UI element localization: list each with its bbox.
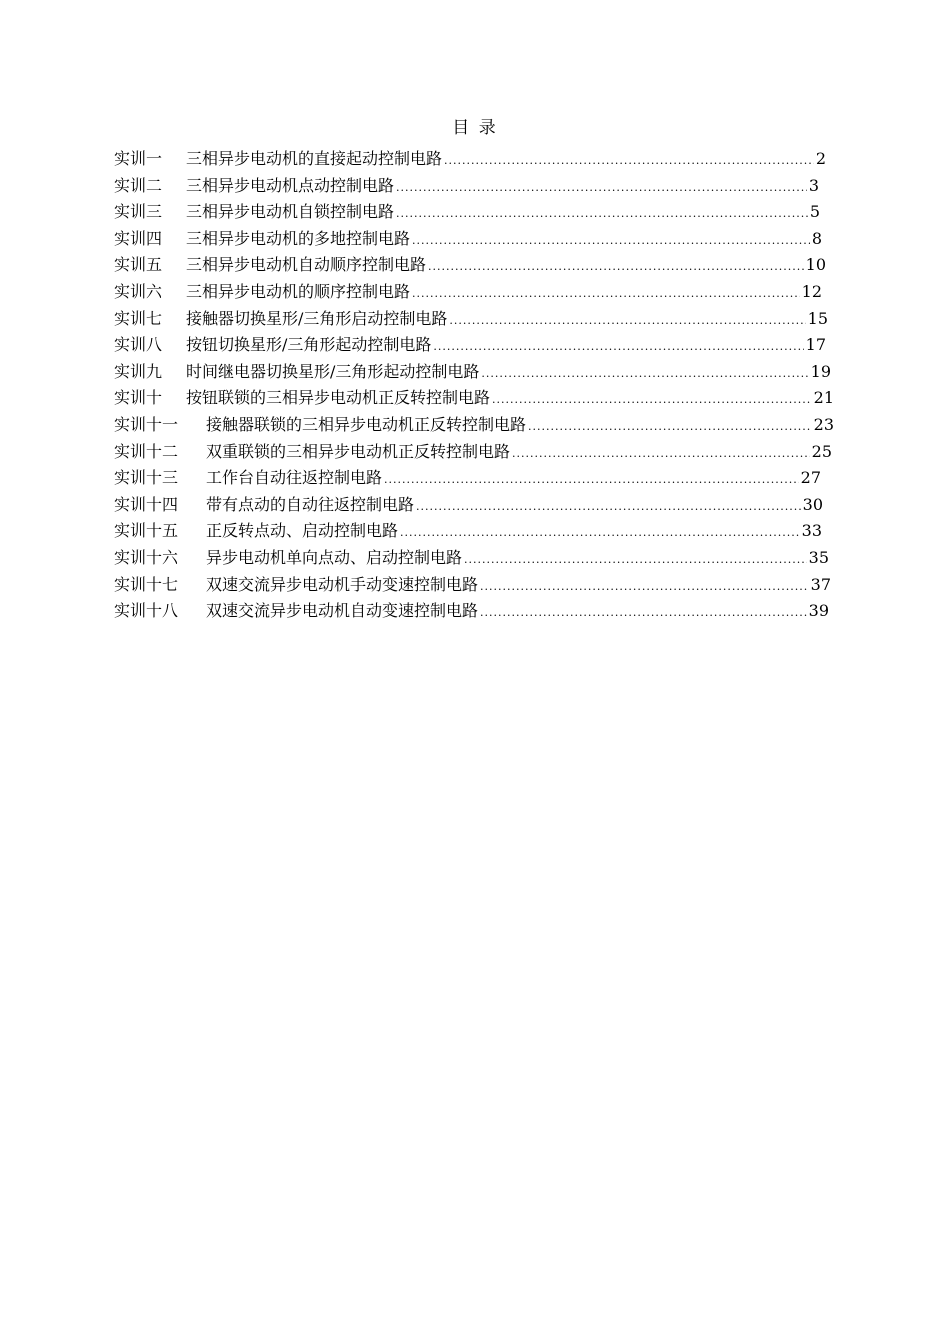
toc-entry-number: 实训十八 bbox=[114, 601, 179, 621]
toc-entry-title: 接触器切换星形/三角形启动控制电路 bbox=[186, 308, 448, 328]
toc-entry-page: 19 bbox=[810, 361, 831, 381]
toc-entry-title: 三相异步电动机自锁控制电路 bbox=[186, 202, 395, 222]
toc-entry-title: 三相异步电动机点动控制电路 bbox=[186, 175, 395, 195]
toc-entry[interactable] bbox=[114, 412, 834, 439]
toc-entry[interactable] bbox=[114, 385, 834, 412]
toc-dot-leader bbox=[433, 334, 803, 361]
toc-entry-number: 实训十一 bbox=[114, 414, 179, 434]
toc-entry-page: 17 bbox=[805, 335, 826, 355]
toc-dot-leader bbox=[481, 361, 808, 388]
toc-dot-leader bbox=[428, 254, 804, 281]
toc-entry[interactable] bbox=[114, 572, 831, 599]
toc-entry-title: 三相异步电动机的多地控制电路 bbox=[186, 228, 411, 248]
toc-entry-number: 实训六 bbox=[114, 281, 163, 301]
toc-dot-leader bbox=[512, 441, 810, 468]
toc-entry-page: 2 bbox=[815, 149, 826, 168]
toc-entry[interactable] bbox=[114, 598, 829, 625]
toc-entry-title: 三相异步电动机的直接起动控制电路 bbox=[186, 149, 443, 168]
toc-entry[interactable] bbox=[114, 226, 822, 253]
toc-entry-page: 8 bbox=[811, 228, 822, 248]
toc-entry-number: 实训十七 bbox=[114, 574, 179, 594]
toc-entry-number: 实训七 bbox=[114, 308, 163, 328]
toc-entry-page: 35 bbox=[808, 547, 829, 567]
toc-entry-title: 异步电动机单向点动、启动控制电路 bbox=[206, 547, 463, 567]
toc-entry-title: 接触器联锁的三相异步电动机正反转控制电路 bbox=[206, 414, 527, 434]
toc-entry-number: 实训五 bbox=[114, 255, 163, 275]
toc-entry-number: 实训十二 bbox=[114, 441, 179, 461]
toc-entry-title: 双重联锁的三相异步电动机正反转控制电路 bbox=[206, 441, 511, 461]
toc-entry-number: 实训十四 bbox=[114, 494, 179, 514]
toc-entry[interactable] bbox=[114, 545, 829, 572]
toc-dot-leader bbox=[412, 281, 800, 308]
toc-dot-leader bbox=[528, 414, 812, 441]
toc-entry[interactable] bbox=[114, 252, 826, 279]
toc-entry[interactable] bbox=[114, 465, 821, 492]
toc-entry[interactable] bbox=[114, 173, 819, 200]
toc-entry-title: 按钮联锁的三相异步电动机正反转控制电路 bbox=[186, 388, 491, 408]
toc-entry-page: 10 bbox=[805, 255, 826, 275]
toc-entry-title: 时间继电器切换星形/三角形起动控制电路 bbox=[186, 361, 480, 381]
toc-entry-number: 实训八 bbox=[114, 335, 163, 355]
toc-dot-leader bbox=[464, 547, 807, 574]
toc-dot-leader bbox=[444, 148, 814, 175]
toc-entry-number: 实训十五 bbox=[114, 521, 179, 541]
toc-entry-page: 3 bbox=[808, 175, 819, 195]
toc-entry[interactable] bbox=[114, 146, 826, 173]
toc-dot-leader bbox=[449, 308, 805, 335]
toc-entry-title: 三相异步电动机自动顺序控制电路 bbox=[186, 255, 427, 275]
toc-entry[interactable] bbox=[114, 306, 828, 333]
toc-entry[interactable] bbox=[114, 492, 823, 519]
toc-title: 目 录 bbox=[452, 118, 498, 138]
toc-entry-page: 5 bbox=[809, 202, 820, 222]
toc-entry[interactable] bbox=[114, 359, 831, 386]
toc-entry-page: 12 bbox=[801, 281, 822, 301]
toc-entry-number: 实训十六 bbox=[114, 547, 179, 567]
toc-entry[interactable] bbox=[114, 332, 826, 359]
toc-entry[interactable] bbox=[114, 439, 832, 466]
toc-entry-title: 工作台自动往返控制电路 bbox=[206, 468, 383, 488]
toc-entry-number: 实训三 bbox=[114, 202, 163, 222]
toc-entry-number: 实训九 bbox=[114, 361, 163, 381]
toc-entry-title: 带有点动的自动往返控制电路 bbox=[206, 494, 415, 514]
toc-entry-number: 实训十三 bbox=[114, 468, 179, 488]
toc-dot-leader bbox=[396, 201, 808, 228]
toc-dot-leader bbox=[480, 574, 809, 601]
toc-entry[interactable] bbox=[114, 199, 820, 226]
toc-entry-page: 27 bbox=[800, 468, 821, 488]
toc-entry-page: 25 bbox=[811, 441, 832, 461]
toc-entry-title: 三相异步电动机的顺序控制电路 bbox=[186, 281, 411, 301]
toc-dot-leader bbox=[384, 467, 799, 494]
toc-dot-leader bbox=[416, 494, 801, 521]
toc-list bbox=[114, 146, 834, 625]
toc-entry-page: 30 bbox=[802, 494, 823, 514]
toc-entry-page: 15 bbox=[807, 308, 828, 328]
toc-entry-page: 37 bbox=[810, 574, 831, 594]
toc-entry-number: 实训二 bbox=[114, 175, 163, 195]
toc-dot-leader bbox=[492, 387, 812, 414]
toc-entry-number: 实训十 bbox=[114, 388, 163, 408]
toc-entry-number: 实训一 bbox=[114, 149, 163, 168]
toc-entry-title: 按钮切换星形/三角形起动控制电路 bbox=[186, 335, 432, 355]
toc-entry-number: 实训四 bbox=[114, 228, 163, 248]
toc-dot-leader bbox=[400, 520, 800, 547]
toc-entry-page: 33 bbox=[801, 521, 822, 541]
toc-entry-title: 双速交流异步电动机手动变速控制电路 bbox=[206, 574, 479, 594]
toc-dot-leader bbox=[480, 600, 807, 627]
toc-entry-title: 双速交流异步电动机自动变速控制电路 bbox=[206, 601, 479, 621]
toc-dot-leader bbox=[396, 175, 807, 202]
toc-entry[interactable] bbox=[114, 279, 822, 306]
toc-dot-leader bbox=[412, 228, 810, 255]
toc-entry-page: 39 bbox=[808, 601, 829, 621]
toc-entry[interactable] bbox=[114, 518, 822, 545]
toc-entry-page: 23 bbox=[813, 414, 834, 434]
toc-entry-title: 正反转点动、启动控制电路 bbox=[206, 521, 399, 541]
toc-entry-page: 21 bbox=[813, 388, 834, 408]
